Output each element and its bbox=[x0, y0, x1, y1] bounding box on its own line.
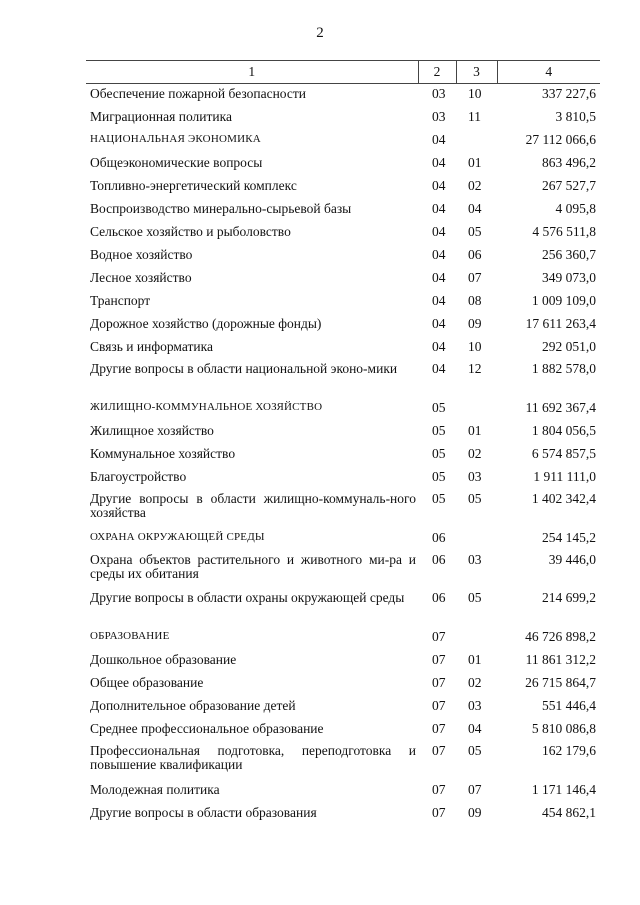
row-amount-cell: 1 804 056,5 bbox=[531, 423, 596, 438]
row-section-code-cell: 05 bbox=[432, 423, 446, 438]
row-amount-cell: 254 145,2 bbox=[542, 530, 596, 545]
table-body bbox=[86, 84, 600, 827]
table-row bbox=[86, 696, 600, 719]
row-subsection-code-cell: 12 bbox=[468, 361, 482, 376]
row-name-cell: Другие вопросы в области национальной эконо-мики bbox=[90, 361, 398, 376]
row-amount-cell: 292 051,0 bbox=[542, 339, 596, 354]
table-row bbox=[86, 650, 600, 673]
row-subsection-code-cell: 03 bbox=[468, 469, 482, 484]
table-row bbox=[86, 589, 600, 627]
row-section-code-cell: 04 bbox=[432, 132, 446, 147]
row-amount-cell: 4 095,8 bbox=[555, 201, 596, 216]
row-section-code-cell: 03 bbox=[432, 86, 446, 101]
page-number: 2 bbox=[316, 25, 324, 41]
row-section-code-cell: 05 bbox=[432, 400, 446, 415]
row-subsection-code-cell: 05 bbox=[468, 491, 482, 506]
row-section-code-cell: 07 bbox=[432, 698, 446, 713]
table-row bbox=[86, 84, 600, 108]
table-row bbox=[86, 314, 600, 337]
row-section-code-cell: 07 bbox=[432, 652, 446, 667]
row-amount-cell: 4 576 511,8 bbox=[532, 224, 596, 239]
row-amount-cell: 11 692 367,4 bbox=[525, 400, 596, 415]
row-section-code-cell: 06 bbox=[432, 552, 446, 567]
row-section-code-cell: 04 bbox=[432, 178, 446, 193]
row-section-code-cell: 03 bbox=[432, 109, 446, 124]
table-row bbox=[86, 803, 600, 826]
section-row bbox=[86, 528, 600, 551]
table-row bbox=[86, 268, 600, 291]
row-section-code-cell: 04 bbox=[432, 155, 446, 170]
row-amount-cell: 46 726 898,2 bbox=[525, 629, 596, 644]
row-amount-cell: 1 882 578,0 bbox=[531, 361, 596, 376]
row-amount-cell: 162 179,6 bbox=[542, 743, 596, 758]
row-subsection-code-cell: 04 bbox=[468, 721, 482, 736]
row-name-cell: Общеэкономические вопросы bbox=[90, 155, 263, 170]
row-subsection-code-cell: 10 bbox=[468, 339, 482, 354]
row-section-code-cell: 07 bbox=[432, 675, 446, 690]
row-subsection-code-cell: 10 bbox=[468, 86, 482, 101]
budget-table bbox=[86, 60, 600, 826]
table-row bbox=[86, 780, 600, 803]
row-name-cell: Обеспечение пожарной безопасности bbox=[90, 86, 307, 101]
row-amount-cell: 17 611 263,4 bbox=[525, 316, 596, 331]
row-name-cell: Лесное хозяйство bbox=[90, 270, 192, 285]
row-section-code-cell: 06 bbox=[432, 530, 446, 545]
row-subsection-code-cell bbox=[456, 627, 497, 650]
row-section-code-cell: 05 bbox=[432, 446, 446, 461]
row-name-cell: Профессиональная подготовка, переподготовка и повышение квалификации bbox=[90, 743, 416, 772]
row-subsection-code-cell: 09 bbox=[468, 805, 482, 820]
row-subsection-code-cell: 07 bbox=[468, 782, 482, 797]
row-subsection-code-cell: 02 bbox=[468, 675, 482, 690]
table-row bbox=[86, 360, 600, 398]
table-row bbox=[86, 199, 600, 222]
row-name-cell: НАЦИОНАЛЬНАЯ ЭКОНОМИКА bbox=[90, 133, 261, 145]
row-amount-cell: 27 112 066,6 bbox=[525, 132, 596, 147]
row-section-code-cell: 05 bbox=[432, 491, 446, 506]
row-subsection-code-cell: 01 bbox=[468, 155, 482, 170]
row-subsection-code-cell bbox=[456, 130, 497, 153]
row-amount-cell: 551 446,4 bbox=[542, 698, 596, 713]
row-name-cell: ОБРАЗОВАНИЕ bbox=[90, 630, 170, 642]
table-header-row bbox=[86, 61, 600, 84]
row-section-code-cell: 04 bbox=[432, 224, 446, 239]
table-row bbox=[86, 222, 600, 245]
table-row bbox=[86, 551, 600, 589]
row-section-code-cell: 06 bbox=[432, 590, 446, 605]
row-subsection-code-cell: 09 bbox=[468, 316, 482, 331]
table-row bbox=[86, 421, 600, 444]
row-section-code-cell: 07 bbox=[432, 805, 446, 820]
row-subsection-code-cell: 05 bbox=[468, 224, 482, 239]
row-subsection-code-cell bbox=[456, 398, 497, 421]
header-col-1: 1 bbox=[86, 61, 418, 84]
row-section-code-cell: 04 bbox=[432, 201, 446, 216]
row-subsection-code-cell: 01 bbox=[468, 652, 482, 667]
row-amount-cell: 267 527,7 bbox=[542, 178, 596, 193]
row-name-cell: ОХРАНА ОКРУЖАЮЩЕЙ СРЕДЫ bbox=[90, 531, 265, 543]
table-row bbox=[86, 467, 600, 490]
row-name-cell: Жилищное хозяйство bbox=[90, 423, 214, 438]
row-name-cell: Дорожное хозяйство (дорожные фонды) bbox=[90, 316, 322, 331]
row-amount-cell: 6 574 857,5 bbox=[531, 446, 596, 461]
row-amount-cell: 256 360,7 bbox=[542, 247, 596, 262]
row-name-cell: Связь и информатика bbox=[90, 339, 213, 354]
row-subsection-code-cell: 08 bbox=[468, 293, 482, 308]
row-amount-cell: 5 810 086,8 bbox=[531, 721, 596, 736]
row-name-cell: Воспроизводство минерально-сырьевой базы bbox=[90, 201, 352, 216]
row-amount-cell: 863 496,2 bbox=[542, 155, 596, 170]
row-section-code-cell: 07 bbox=[432, 721, 446, 736]
row-name-cell: Молодежная политика bbox=[90, 782, 220, 797]
row-subsection-code-cell: 04 bbox=[468, 201, 482, 216]
row-name-cell: Благоустройство bbox=[90, 469, 187, 484]
row-name-cell: Транспорт bbox=[90, 293, 151, 308]
table-row bbox=[86, 742, 600, 780]
table-row bbox=[86, 719, 600, 742]
row-amount-cell: 349 073,0 bbox=[542, 270, 596, 285]
row-section-code-cell: 04 bbox=[432, 361, 446, 376]
table-row bbox=[86, 153, 600, 176]
table-row bbox=[86, 245, 600, 268]
header-col-3: 3 bbox=[456, 61, 497, 84]
row-subsection-code-cell: 02 bbox=[468, 446, 482, 461]
row-name-cell: Водное хозяйство bbox=[90, 247, 193, 262]
row-section-code-cell: 04 bbox=[432, 270, 446, 285]
row-name-cell: Среднее профессиональное образование bbox=[90, 721, 324, 736]
row-amount-cell: 1 009 109,0 bbox=[531, 293, 596, 308]
row-name-cell: Коммунальное хозяйство bbox=[90, 446, 236, 461]
table-row bbox=[86, 337, 600, 360]
row-name-cell: Общее образование bbox=[90, 675, 204, 690]
row-section-code-cell: 07 bbox=[432, 629, 446, 644]
table-row bbox=[86, 490, 600, 528]
header-col-2: 2 bbox=[418, 61, 456, 84]
row-subsection-code-cell: 02 bbox=[468, 178, 482, 193]
row-subsection-code-cell bbox=[456, 528, 497, 551]
section-row bbox=[86, 398, 600, 421]
row-name-cell: Другие вопросы в области образования bbox=[90, 805, 317, 820]
row-name-cell: Миграционная политика bbox=[90, 109, 232, 124]
row-subsection-code-cell: 06 bbox=[468, 247, 482, 262]
row-name-cell: Дошкольное образование bbox=[90, 652, 237, 667]
row-subsection-code-cell: 05 bbox=[468, 743, 482, 758]
table-row bbox=[86, 107, 600, 130]
row-subsection-code-cell: 05 bbox=[468, 590, 482, 605]
row-section-code-cell: 04 bbox=[432, 247, 446, 262]
table-row bbox=[86, 291, 600, 314]
row-amount-cell: 214 699,2 bbox=[542, 590, 596, 605]
row-section-code-cell: 04 bbox=[432, 293, 446, 308]
row-subsection-code-cell: 03 bbox=[468, 698, 482, 713]
row-amount-cell: 3 810,5 bbox=[555, 109, 596, 124]
row-section-code-cell: 04 bbox=[432, 339, 446, 354]
row-subsection-code-cell: 01 bbox=[468, 423, 482, 438]
row-name-cell: Дополнительное образование детей bbox=[90, 698, 296, 713]
row-subsection-code-cell: 03 bbox=[468, 552, 482, 567]
row-amount-cell: 454 862,1 bbox=[542, 805, 596, 820]
row-subsection-code-cell: 11 bbox=[468, 109, 481, 124]
row-amount-cell: 11 861 312,2 bbox=[525, 652, 596, 667]
row-amount-cell: 26 715 864,7 bbox=[525, 675, 596, 690]
row-name-cell: Сельское хозяйство и рыболовство bbox=[90, 224, 291, 239]
section-row bbox=[86, 627, 600, 650]
table-row bbox=[86, 176, 600, 199]
row-name-cell: Другие вопросы в области жилищно-коммуналь-ного хозяйства bbox=[90, 491, 416, 520]
header-col-4: 4 bbox=[497, 61, 600, 84]
row-name-cell: Другие вопросы в области охраны окружающей среды bbox=[90, 590, 405, 605]
row-section-code-cell: 07 bbox=[432, 782, 446, 797]
row-amount-cell: 1 171 146,4 bbox=[531, 782, 596, 797]
row-section-code-cell: 07 bbox=[432, 743, 446, 758]
table-row bbox=[86, 444, 600, 467]
row-amount-cell: 1 402 342,4 bbox=[531, 491, 596, 506]
row-section-code-cell: 05 bbox=[432, 469, 446, 484]
row-section-code-cell: 04 bbox=[432, 316, 446, 331]
table-row bbox=[86, 673, 600, 696]
row-amount-cell: 1 911 111,0 bbox=[533, 469, 596, 484]
row-name-cell: ЖИЛИЩНО-КОММУНАЛЬНОЕ ХОЗЯЙСТВО bbox=[90, 401, 323, 413]
row-name-cell: Топливно-энергетический комплекс bbox=[90, 178, 297, 193]
section-row bbox=[86, 130, 600, 153]
row-amount-cell: 337 227,6 bbox=[542, 86, 596, 101]
row-subsection-code-cell: 07 bbox=[468, 270, 482, 285]
row-name-cell: Охрана объектов растительного и животного ми-ра и среды их обитания bbox=[90, 552, 416, 581]
row-amount-cell: 39 446,0 bbox=[548, 552, 596, 567]
